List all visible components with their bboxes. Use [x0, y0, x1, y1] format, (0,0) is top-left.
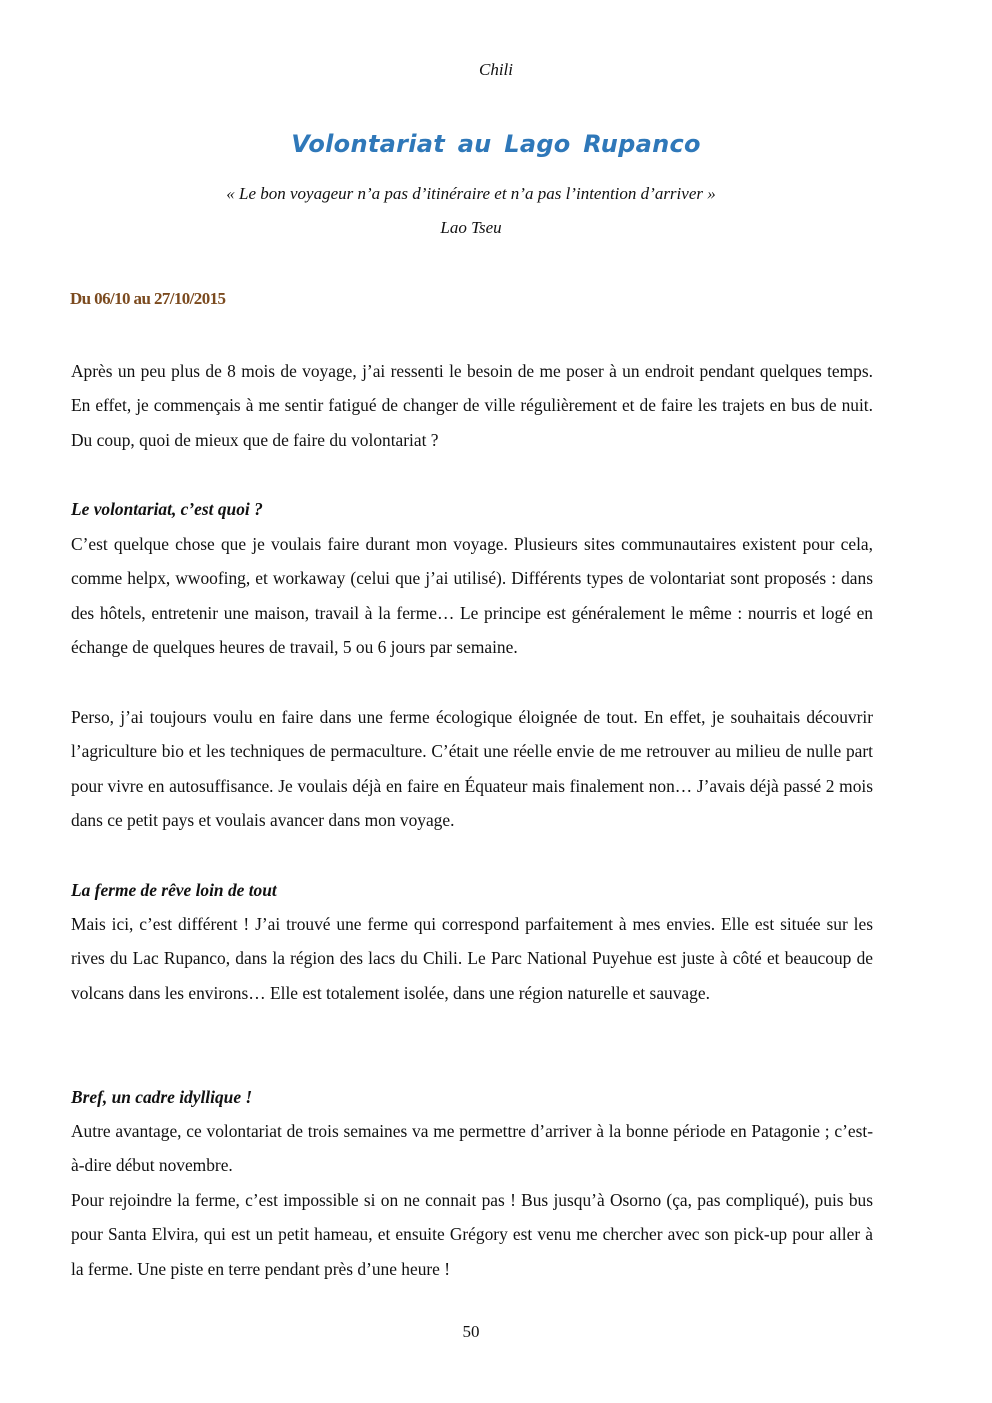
section-paragraph: Perso, j’ai toujours voulu en faire dans une ferme écologique éloignée de tout. En effet, je souhaitais découvrir l’agriculture bio et les techniques de permaculture. C’était une réelle envie de me retrouver au milieu de nulle part pour vivre en autosuffisance. Je voulais déjà en faire en Équateur mais finalement non… J’avais déjà passé 2 mois dans ce petit pays et voulais avancer dans mon voyage.	[71, 707, 873, 831]
page-number: 50	[462, 1322, 480, 1341]
article-title: Volontariat au Lago Rupanco	[291, 130, 701, 158]
date-range: Du 06/10 au 27/10/2015	[70, 289, 226, 308]
section-paragraph: C’est quelque chose que je voulais faire durant mon voyage. Plusieurs sites communautaires existent pour cela, comme helpx, wwoofing, et workaway (celui que j’ai utilisé). Différents types de volontariat sont proposés : dans des hôtels, entretenir une maison, travail à la ferme… Le principe est généralement le même : nourris et logé en échange de quelques heures de travail, 5 ou 6 jours par semaine.	[71, 534, 873, 658]
section-paragraph: Mais ici, c’est différent ! J’ai trouvé une ferme qui correspond parfaitement à mes envies. Elle est située sur les rives du Lac Rupanco, dans la région des lacs du Chili. Le Parc National Puyehue est juste à côté et beaucoup de volcans dans les environs… Elle est totalement isolée, dans une région naturelle et sauvage.	[71, 914, 873, 1003]
intro-paragraph: Après un peu plus de 8 mois de voyage, j’ai ressenti le besoin de me poser à un endroit pendant quelques temps. En effet, je commençais à me sentir fatigué de changer de ville régulièrement et de faire les trajets en bus de nuit. Du coup, quoi de mieux que de faire du volontariat ?	[71, 361, 873, 450]
section-paragraph: Autre avantage, ce volontariat de trois semaines va me permettre d’arriver à la bonne période en Patagonie ; c’est-à-dire début novembre.	[71, 1121, 873, 1176]
epigraph-quote: « Le bon voyageur n’a pas d’itinéraire et n’a pas l’intention d’arriver »	[226, 184, 716, 203]
section-heading: La ferme de rêve loin de tout	[71, 880, 277, 900]
epigraph-author: Lao Tseu	[440, 218, 502, 237]
section-heading: Le volontariat, c’est quoi ?	[71, 499, 263, 519]
section-paragraph: Pour rejoindre la ferme, c’est impossible si on ne connait pas ! Bus jusqu’à Osorno (ça, pas compliqué), puis bus pour Santa Elvira, qui est un petit hameau, et ensuite Grégory est venu me chercher avec son pick-up pour aller à la ferme. Une piste en terre pendant près d’une heure !	[71, 1190, 873, 1279]
section-heading: Bref, un cadre idyllique !	[71, 1087, 253, 1107]
running-header: Chili	[478, 60, 513, 79]
